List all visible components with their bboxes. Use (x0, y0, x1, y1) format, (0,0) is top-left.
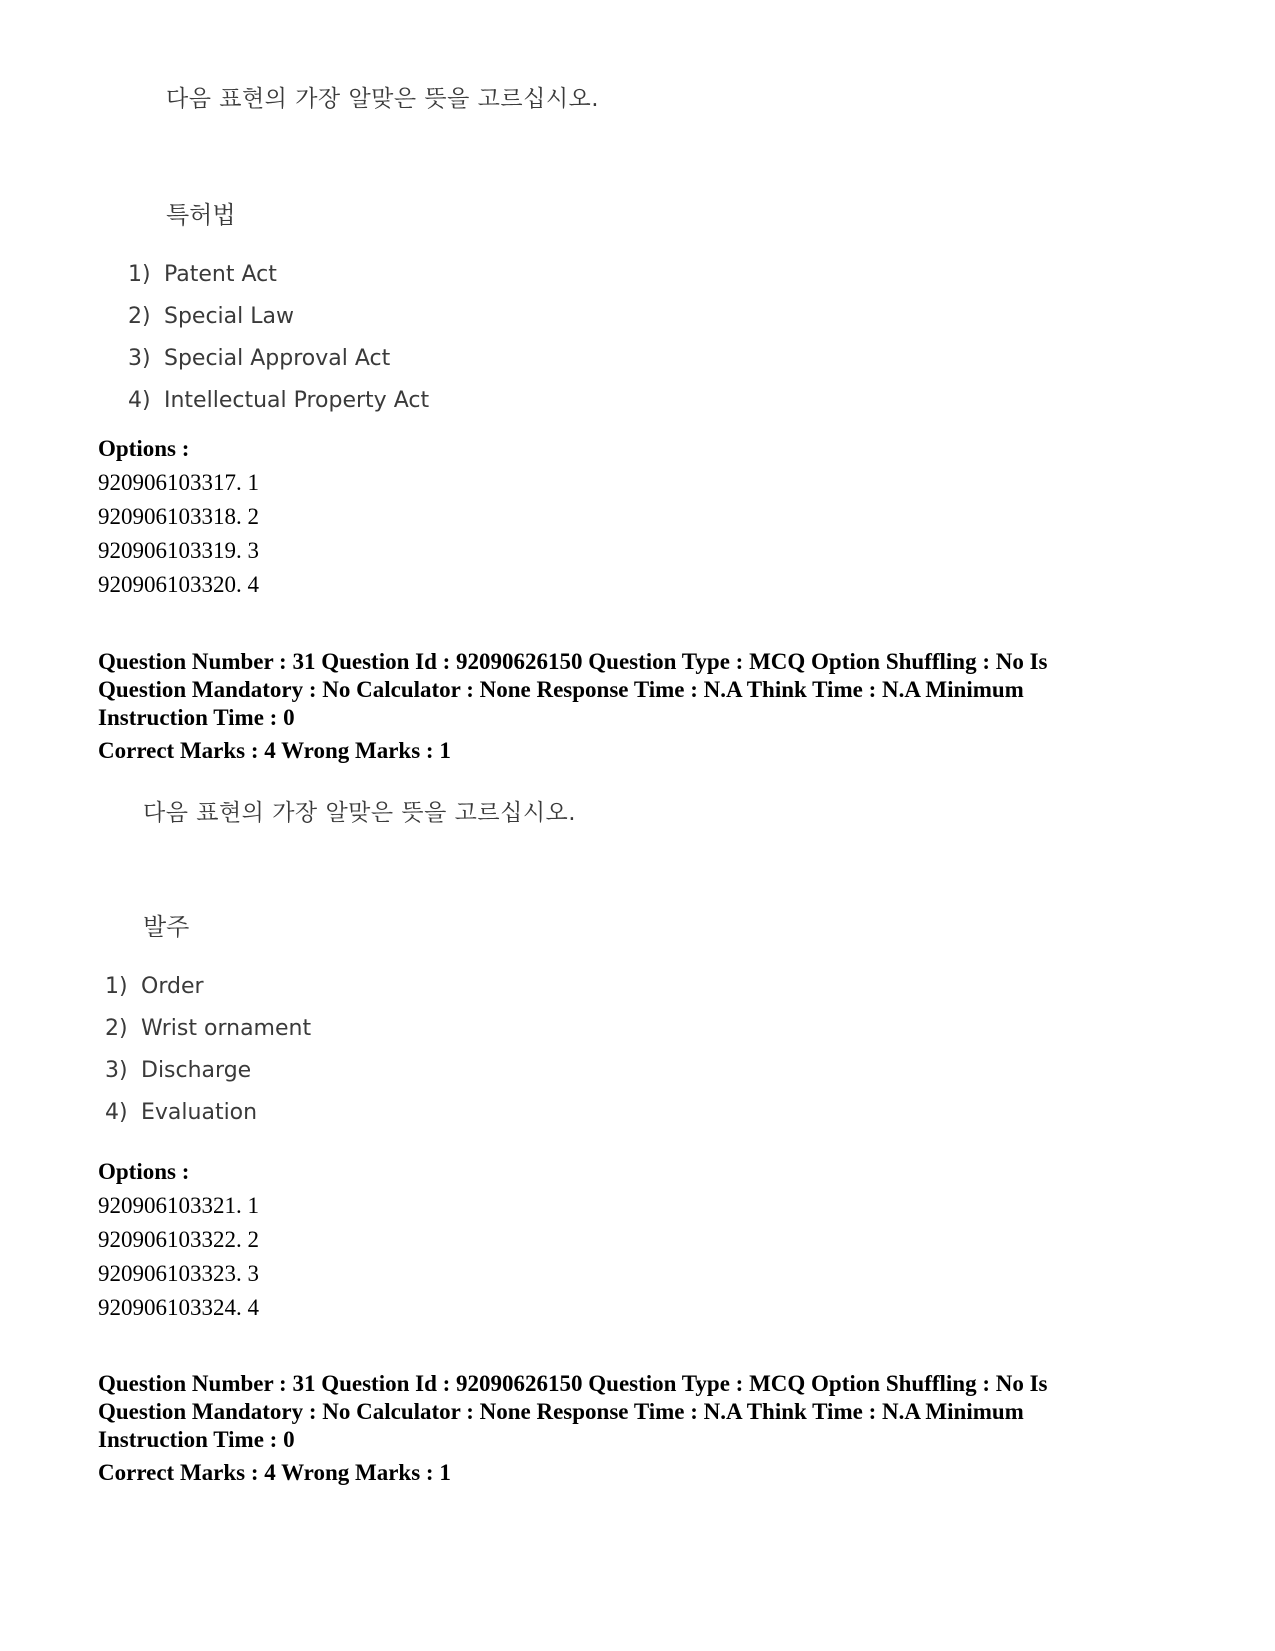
question-meta-line: Question Mandatory : No Calculator : None Response Time : N.A Think Time : N.A Minimum (98, 1399, 1024, 1424)
choice-item (128, 380, 429, 422)
choice-number: 3) (105, 1058, 128, 1083)
option-item: 920906103324. 4 (98, 1295, 259, 1320)
question-meta-line: Question Number : 31 Question Id : 92090626150 Question Type : MCQ Option Shuffling : No Is (98, 649, 1048, 674)
choice-number: 2) (105, 1016, 128, 1041)
choice-text: Wrist ornament (141, 1016, 312, 1041)
choice-text: Order (141, 974, 204, 999)
question-instruction: 다음 표현의 가장 알맞은 뜻을 고르십시오. (166, 86, 600, 112)
choice-item (128, 338, 429, 380)
question-meta (98, 1370, 1178, 1454)
question-meta-line: Question Number : 31 Question Id : 92090626150 Question Type : MCQ Option Shuffling : No Is (98, 1371, 1048, 1396)
choice-item (128, 254, 429, 296)
choice-item (105, 966, 311, 1008)
question-meta-line: Question Mandatory : No Calculator : None Response Time : N.A Think Time : N.A Minimum (98, 677, 1024, 702)
choice-text: Discharge (141, 1058, 252, 1083)
option-item: 920906103317. 1 (98, 470, 259, 495)
choice-text: Evaluation (141, 1100, 258, 1125)
choice-list (105, 966, 311, 1134)
choice-text: Special Approval Act (164, 346, 391, 371)
choice-number: 4) (105, 1100, 128, 1125)
options-title: Options : (98, 436, 190, 461)
option-item: 920906103318. 2 (98, 504, 259, 529)
question-marks: Correct Marks : 4 Wrong Marks : 1 (98, 738, 451, 763)
question-word: 발주 (143, 913, 190, 941)
choice-number: 4) (128, 388, 151, 413)
option-item: 920906103319. 3 (98, 538, 259, 563)
option-item: 920906103320. 4 (98, 572, 259, 597)
options-list (98, 432, 259, 602)
option-item: 920906103321. 1 (98, 1193, 259, 1218)
question-meta (98, 648, 1178, 732)
options-list (98, 1155, 259, 1325)
choice-number: 2) (128, 304, 151, 329)
choice-list (128, 254, 429, 422)
options-title: Options : (98, 1159, 190, 1184)
question-meta-line: Instruction Time : 0 (98, 1427, 295, 1452)
question-marks: Correct Marks : 4 Wrong Marks : 1 (98, 1460, 451, 1485)
choice-number: 1) (128, 262, 151, 287)
choice-text: Special Law (164, 304, 294, 329)
choice-item (105, 1050, 311, 1092)
choice-number: 3) (128, 346, 151, 371)
choice-item (128, 296, 429, 338)
question-instruction: 다음 표현의 가장 알맞은 뜻을 고르십시오. (143, 800, 577, 826)
choice-item (105, 1092, 311, 1134)
choice-text: Patent Act (164, 262, 277, 287)
question-word: 특허법 (166, 201, 236, 229)
option-item: 920906103323. 3 (98, 1261, 259, 1286)
choice-number: 1) (105, 974, 128, 999)
option-item: 920906103322. 2 (98, 1227, 259, 1252)
choice-text: Intellectual Property Act (164, 388, 430, 413)
question-meta-line: Instruction Time : 0 (98, 705, 295, 730)
choice-item (105, 1008, 311, 1050)
